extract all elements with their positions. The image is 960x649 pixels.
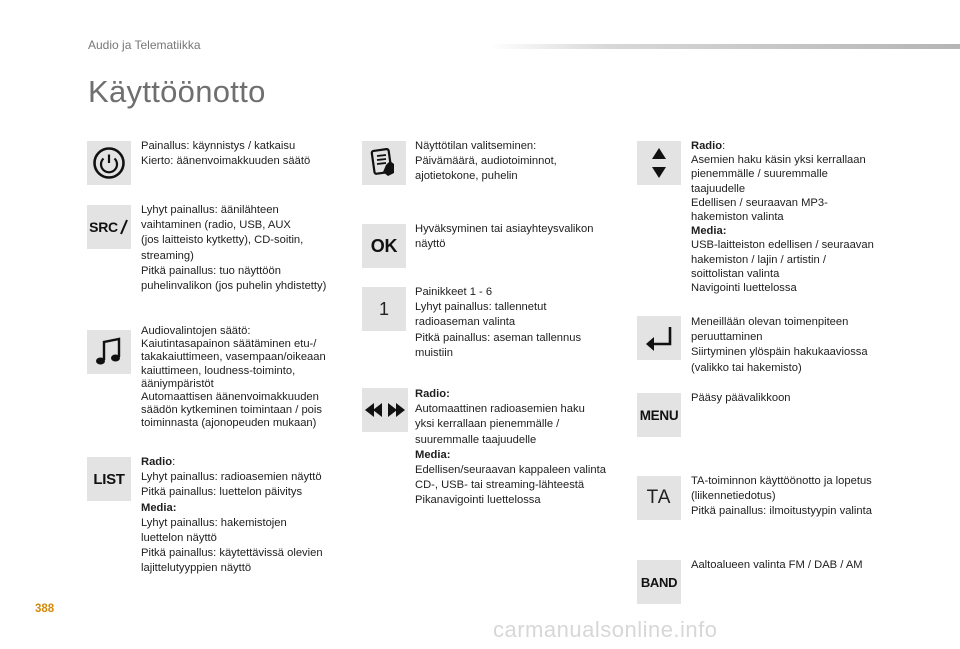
section-label: Audio ja Telematiikka bbox=[88, 38, 201, 52]
header-divider bbox=[490, 44, 960, 49]
ok-icon-label: OK bbox=[370, 235, 398, 256]
page-number: 388 bbox=[35, 603, 55, 615]
list-button-icon bbox=[87, 457, 131, 501]
preset-button-icon bbox=[362, 287, 406, 331]
src-icon-label: SRC bbox=[89, 219, 118, 235]
music-note-icon bbox=[87, 330, 131, 374]
menu-description: Pääsy päävalikkoon bbox=[691, 392, 791, 404]
page-title: Käyttöönotto bbox=[88, 74, 266, 109]
seek-buttons-icon bbox=[362, 388, 408, 432]
up-down-arrows-icon bbox=[637, 141, 681, 185]
band-button-icon bbox=[637, 560, 681, 604]
band-description: Aaltoalueen valinta FM / DAB / AM bbox=[691, 559, 863, 571]
list-icon-label: LIST bbox=[93, 470, 125, 488]
ta-description: TA-toiminnon käyttöönotto ja lopetus (liikennetiedotus) Pitkä painallus: ilmoitustyypin valinta bbox=[691, 475, 872, 518]
audio-settings-description: Audiovalintojen säätö: Kaiutintasapainon säätäminen etu-/ takakaiuttimeen, vasempaan/oikeaan kaiuttimeen, loudness-toiminto, ääniympäristöt Automaattisen äänenvoimakkuuden säädön kytkeminen toimintaan / pois toiminnasta (ajonopeuden mukaan) bbox=[141, 325, 326, 430]
ok-description: Hyväksyminen tai asiayhteysvalikon näyttö bbox=[415, 223, 594, 251]
menu-icon-label: MENU bbox=[639, 407, 679, 423]
back-arrow-icon bbox=[637, 316, 681, 360]
display-mode-icon bbox=[362, 141, 406, 185]
preset-description: Painikkeet 1 - 6 Lyhyt painallus: tallennetut radioaseman valinta Pitkä painallus: aseman tallennus muistiin bbox=[415, 286, 582, 359]
power-button-icon bbox=[87, 141, 131, 185]
display-mode-description: Näyttötilan valitseminen: Päivämäärä, audiotoiminnot, ajotietokone, puhelin bbox=[415, 140, 557, 183]
src-button-icon bbox=[87, 205, 131, 249]
back-description: Meneillään olevan toimenpiteen peruuttaminen Siirtyminen ylöspäin hakukaaviossa (valikko tai hakemisto) bbox=[691, 316, 868, 374]
ta-icon-label: TA bbox=[646, 487, 672, 508]
power-description: Painallus: käynnistys / katkaisu Kierto: äänenvoimakkuuden säätö bbox=[141, 140, 311, 168]
menu-button-icon bbox=[637, 393, 681, 437]
src-description: Lyhyt painallus: äänilähteen vaihtaminen (radio, USB, AUX (jos laitteisto kytketty), CD-soitin, streaming) Pitkä painallus: tuo näyttöön puhelinvalikon (jos puhelin yhdistetty) bbox=[141, 204, 327, 293]
ok-button-icon bbox=[362, 224, 406, 268]
preset-icon-label: 1 bbox=[378, 298, 389, 319]
band-icon-label: BAND bbox=[640, 574, 678, 590]
list-description: Radio: Lyhyt painallus: radioasemien näyttö Pitkä painallus: luettelon päivitys Media: Lyhyt painallus: hakemistojen luettelon näyttö Pitkä painallus: käytettävissä olevien lajittelutyyppien näyttö bbox=[141, 456, 323, 575]
watermark: carmanualsonline.info bbox=[493, 617, 718, 642]
ta-button-icon bbox=[637, 476, 681, 520]
up-down-description: Radio: Asemien haku käsin yksi kerrallaan pienemmälle / suuremmalle taajuudelle Edellisen / seuraavan MP3- hakemiston valinta Media: USB-laitteiston edellisen / seuraavan hakemiston / lajin / artistin / soittolistan valinta Navigointi luettelossa bbox=[691, 140, 874, 295]
seek-description: Radio: Automaattinen radioasemien haku yksi kerrallaan pienemmälle / suuremmalle taajuudelle Media: Edellisen/seuraavan kappaleen valinta CD-, USB- tai streaming-lähteestä Pikanavigointi luettelossa bbox=[415, 388, 606, 507]
